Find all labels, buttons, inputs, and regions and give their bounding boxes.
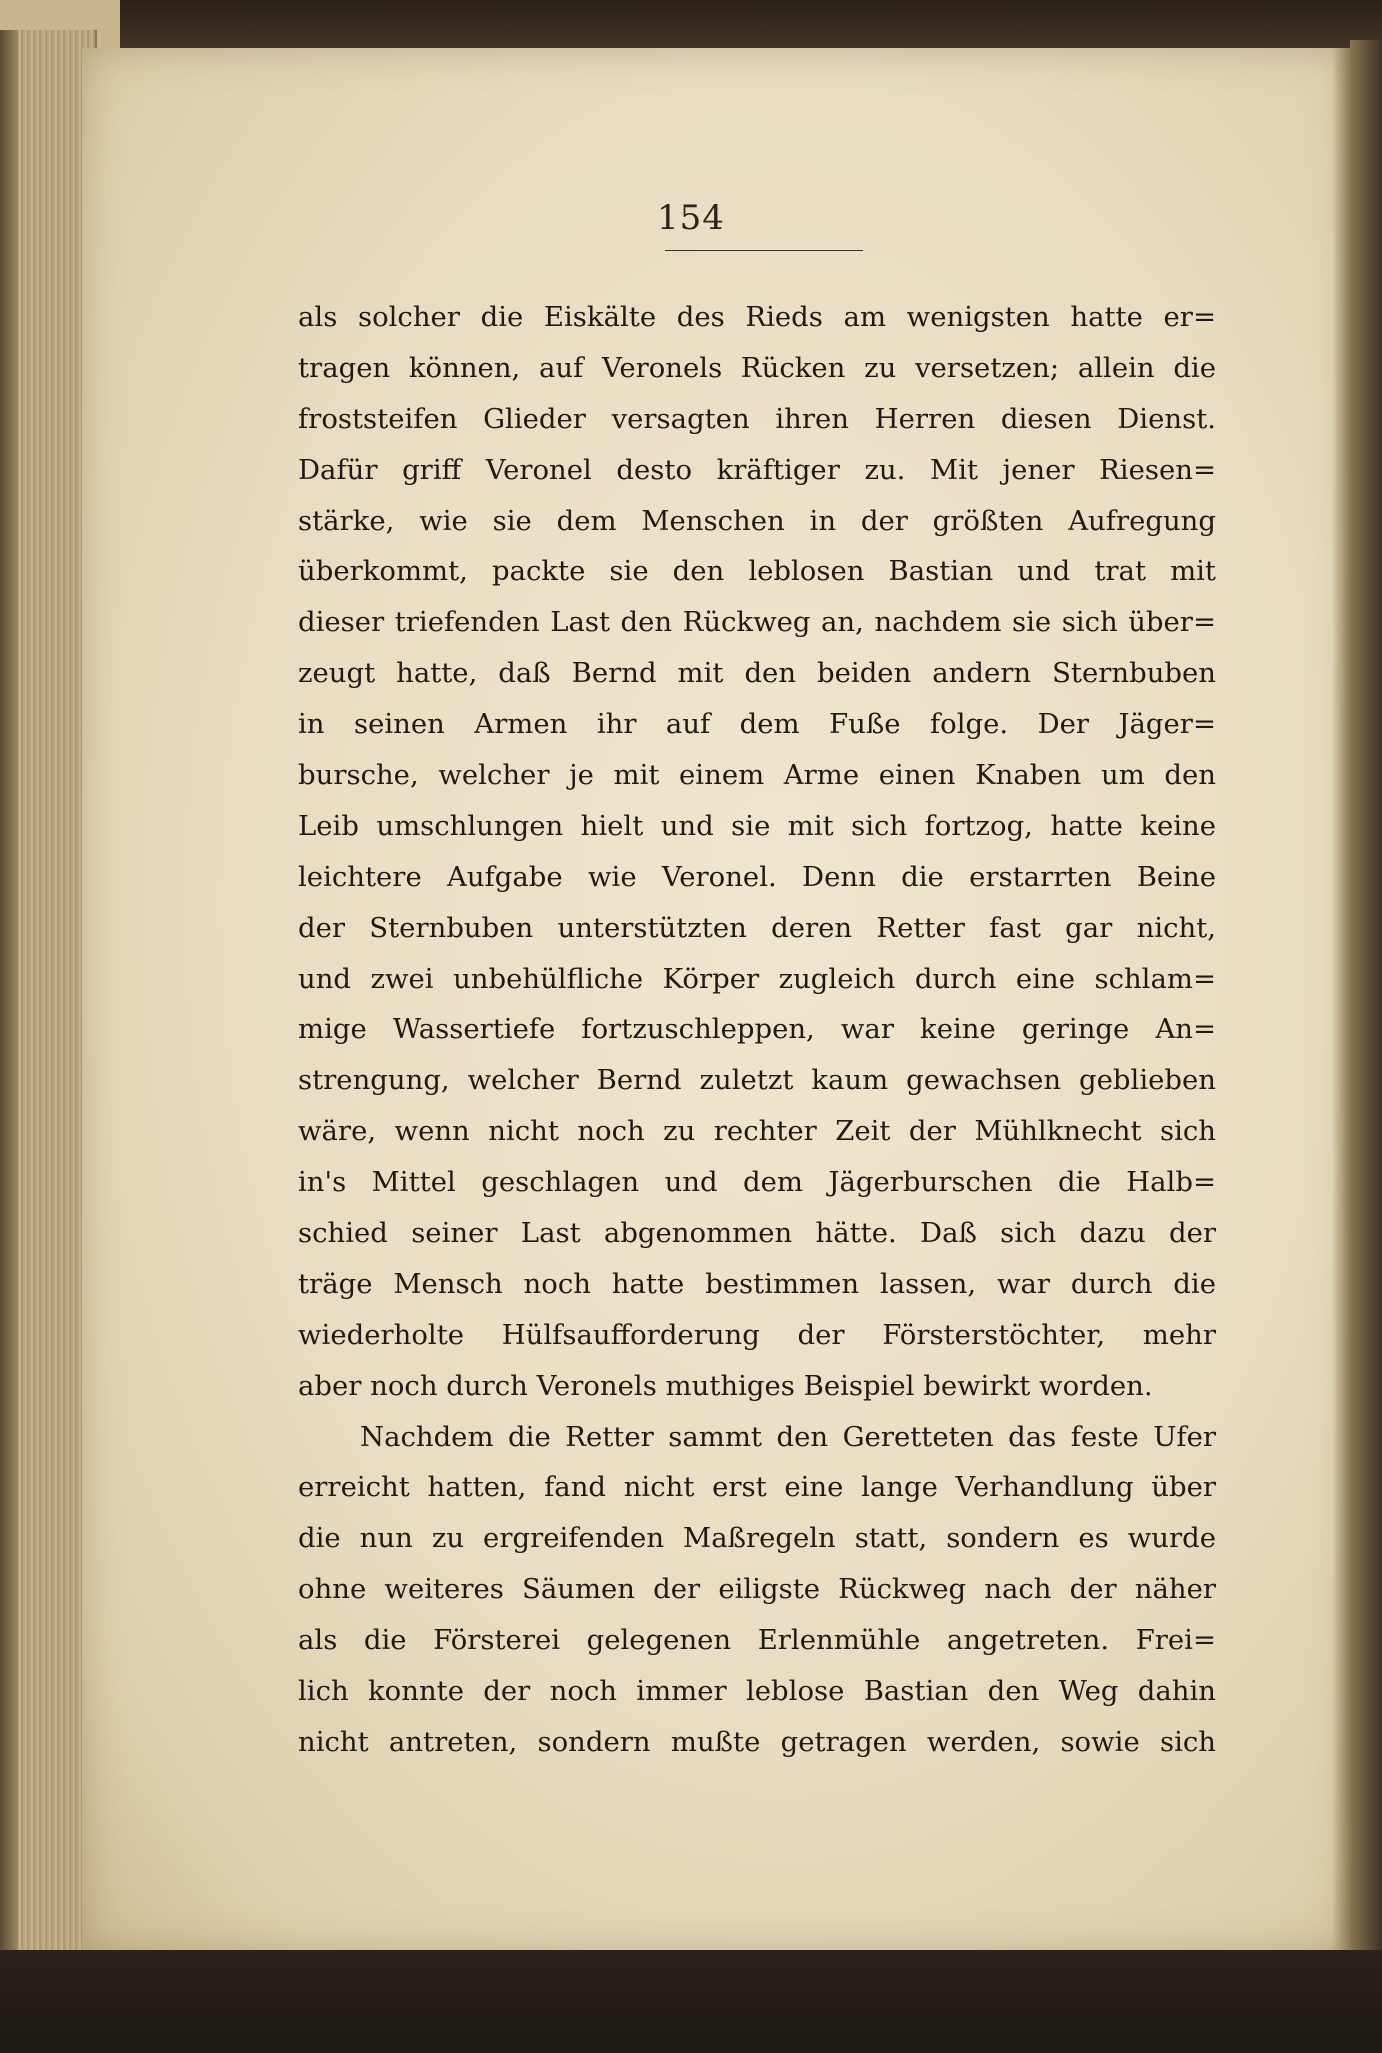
text-line: strengung, welcher Bernd zuletzt kaum gewachsen geblieben — [298, 1064, 1216, 1097]
text-line: der Sternbuben unterstützten deren Retter fast gar nicht, — [298, 911, 1216, 944]
text-line: Leib umschlungen hielt und sie mit sich fortzog, hatte keine — [298, 809, 1216, 842]
text-line: in's Mittel geschlagen und dem Jägerburschen die Halb= — [298, 1166, 1216, 1199]
text-line: bursche, welcher je mit einem Arme einen Knaben um den — [298, 759, 1216, 792]
text-line: wiederholte Hülfsaufforderung der Försterstöchter, mehr — [298, 1318, 1216, 1351]
text-line: aber noch durch Veronels muthiges Beispiel bewirkt worden. — [298, 1369, 1153, 1402]
book-cover-bottom — [0, 1950, 1382, 2053]
text-line: leichtere Aufgabe wie Veronel. Denn die erstarrten Beine — [298, 860, 1216, 893]
text-line: mige Wassertiefe fortzuschleppen, war keine geringe An= — [298, 1013, 1216, 1046]
body-text — [298, 292, 1216, 1768]
page-number: 154 — [657, 198, 725, 238]
text-line: als die Försterei gelegenen Erlenmühle angetreten. Frei= — [298, 1624, 1216, 1657]
text-line: in seinen Armen ihr auf dem Fuße folge. Der Jäger= — [298, 708, 1216, 741]
page-right-edge — [1332, 48, 1350, 1953]
binding-shadow — [0, 30, 18, 1960]
text-line: nicht antreten, sondern mußte getragen werden, sowie sich — [298, 1725, 1216, 1758]
text-line: froststeifen Glieder versagten ihren Herren diesen Dienst. — [298, 402, 1216, 435]
text-line: Nachdem die Retter sammt den Geretteten das feste Ufer — [360, 1420, 1216, 1453]
text-line: stärke, wie sie dem Menschen in der größten Aufregung — [298, 504, 1216, 537]
text-line: dieser triefenden Last den Rückweg an, nachdem sie sich über= — [298, 606, 1216, 639]
text-line: ohne weiteres Säumen der eiligste Rückweg nach der näher — [298, 1573, 1216, 1606]
text-line: die nun zu ergreifenden Maßregeln statt, sondern es wurde — [298, 1522, 1216, 1555]
text-line: Dafür griff Veronel desto kräftiger zu. Mit jener Riesen= — [298, 453, 1216, 486]
text-line: erreicht hatten, fand nicht erst eine lange Verhandlung über — [298, 1471, 1216, 1504]
text-line: als solcher die Eiskälte des Rieds am wenigsten hatte er= — [298, 301, 1216, 333]
text-line: lich konnte der noch immer leblose Bastian den Weg dahin — [298, 1675, 1216, 1708]
text-line: und zwei unbehülfliche Körper zugleich durch eine schlam= — [298, 962, 1216, 995]
text-line: träge Mensch noch hatte bestimmen lassen, war durch die — [298, 1267, 1216, 1300]
book-cover-right — [1350, 40, 1382, 1960]
page-number-rule — [665, 250, 863, 251]
text-line: tragen können, auf Veronels Rücken zu versetzen; allein die — [298, 351, 1216, 384]
text-line: wäre, wenn nicht noch zu rechter Zeit der Mühlknecht sich — [298, 1115, 1216, 1148]
text-line: überkommt, packte sie den leblosen Bastian und trat mit — [298, 555, 1216, 588]
text-line: zeugt hatte, daß Bernd mit den beiden andern Sternbuben — [298, 657, 1216, 690]
text-line: schied seiner Last abgenommen hätte. Daß sich dazu der — [298, 1217, 1216, 1250]
